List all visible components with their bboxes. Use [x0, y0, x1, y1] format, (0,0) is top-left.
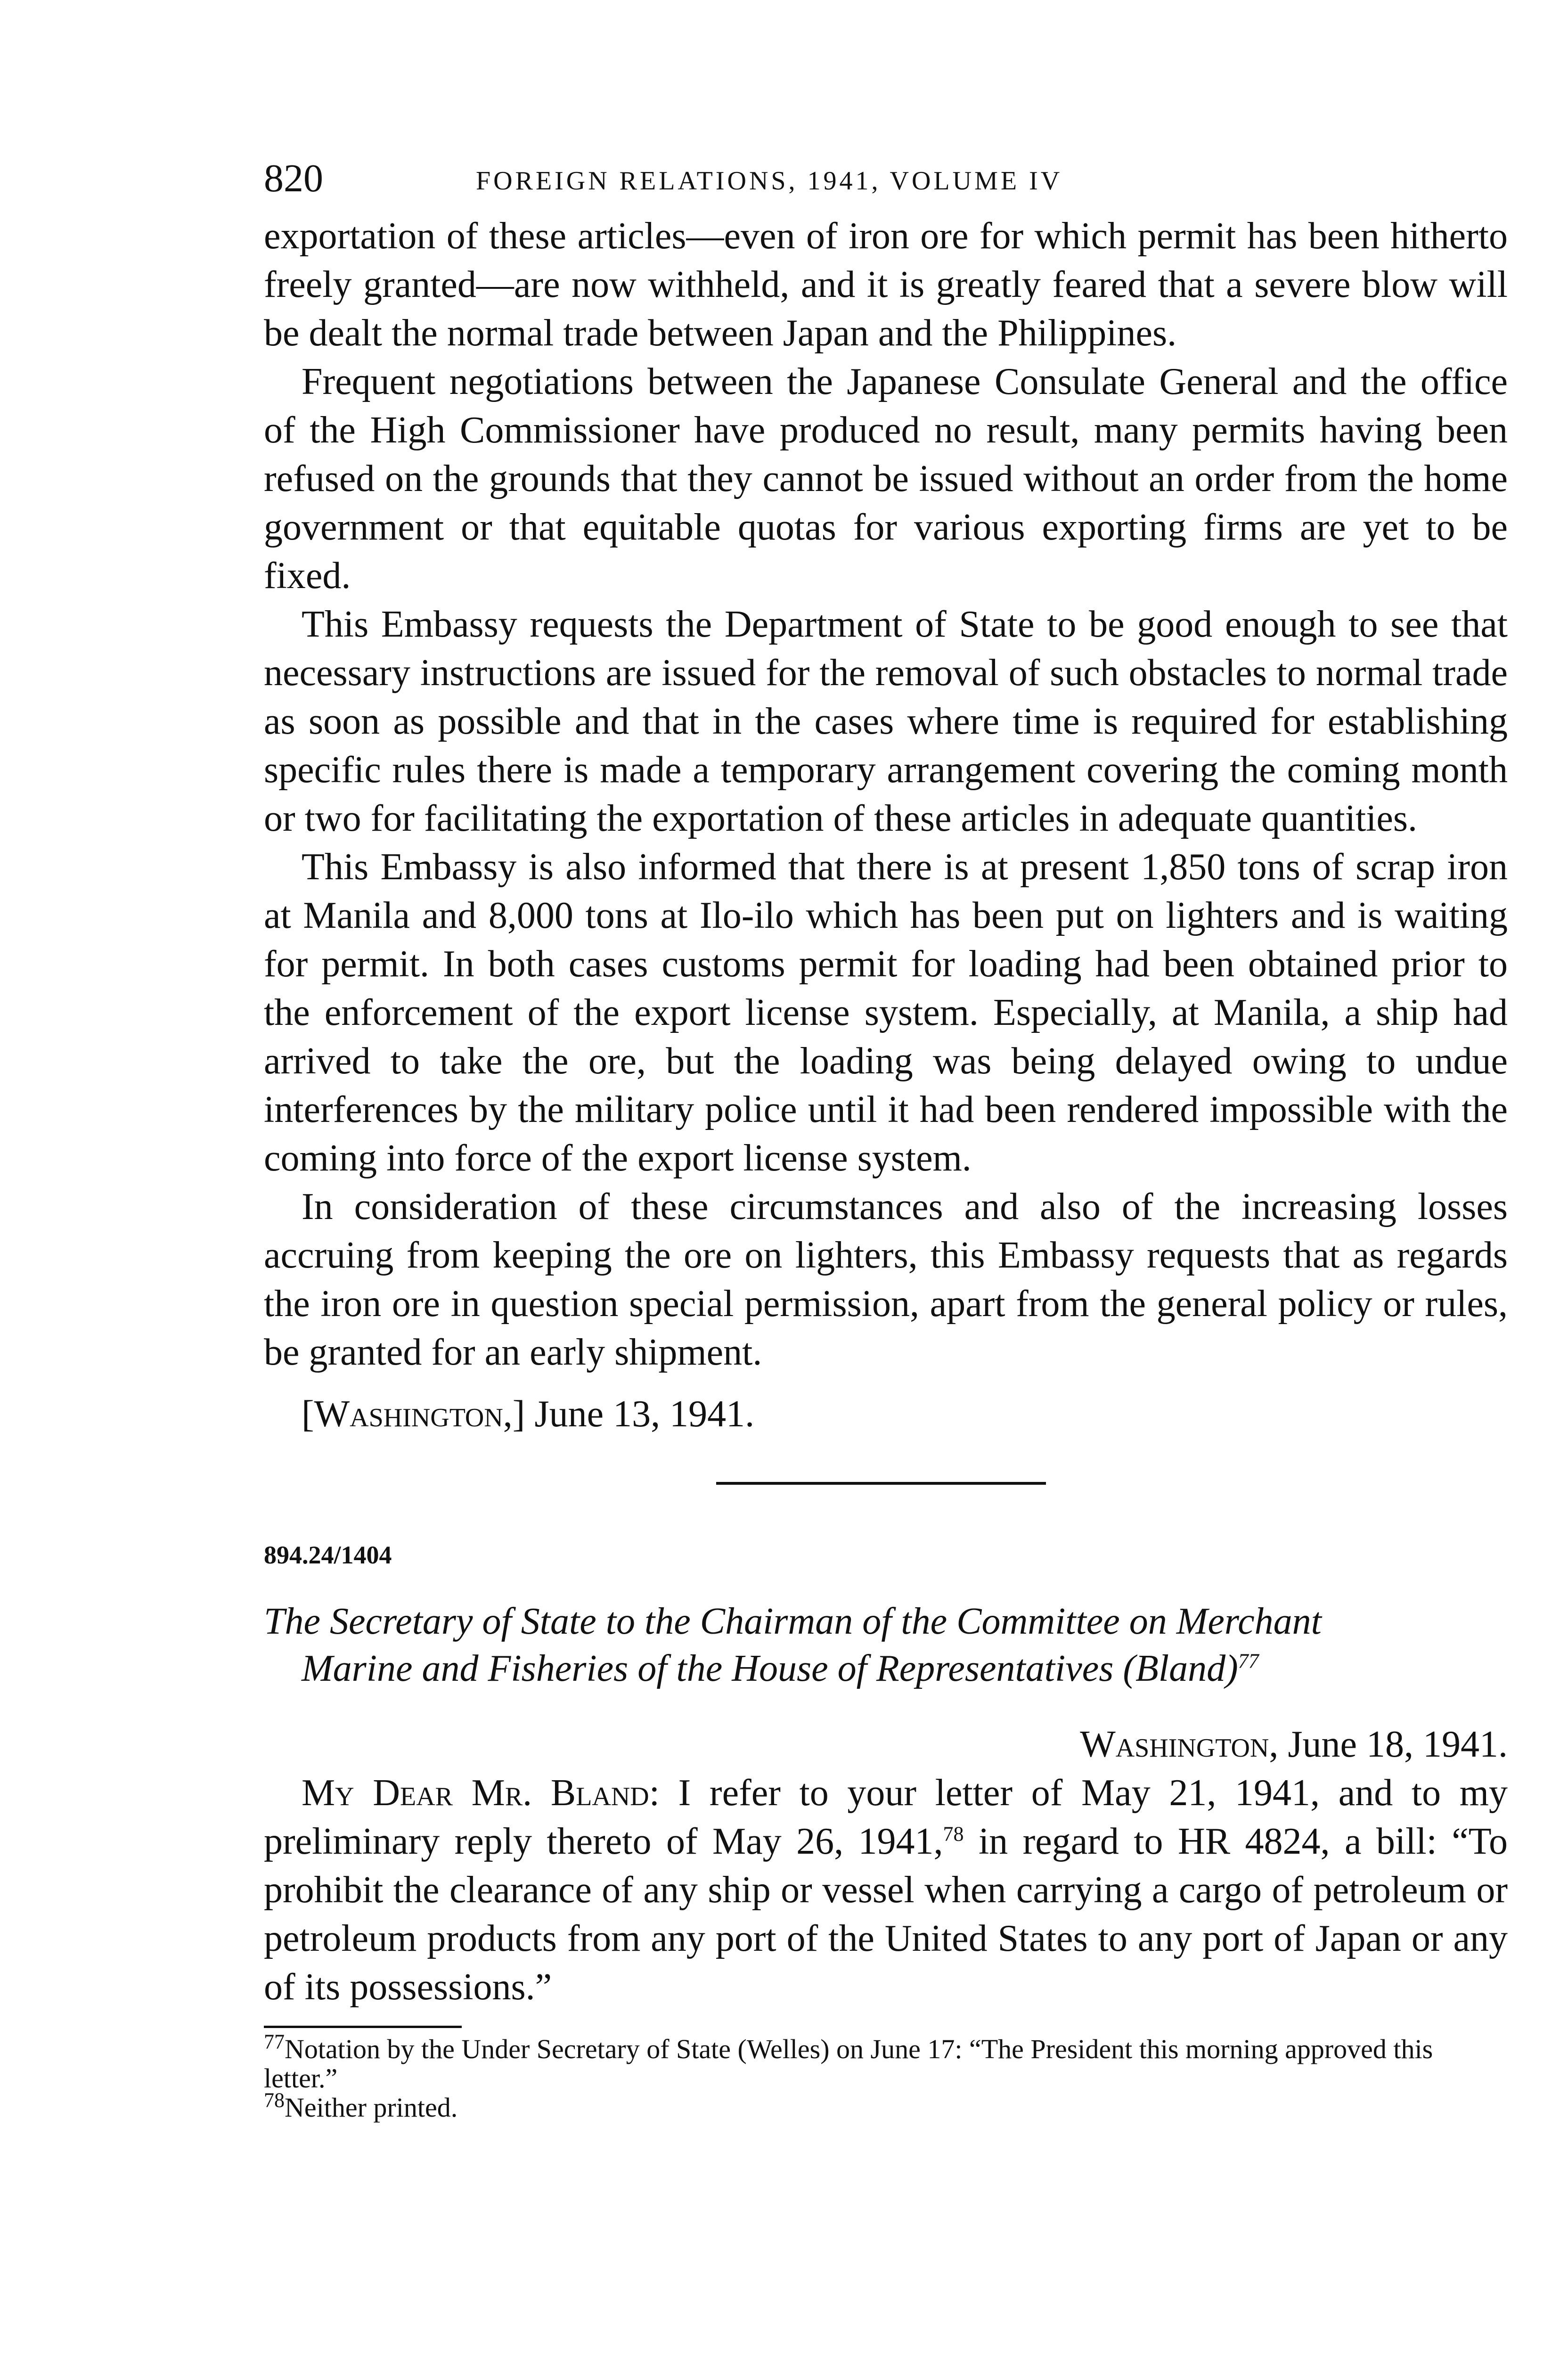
title-line-1: The Secretary of State to the Chairman of the Committee on Merchant — [264, 1601, 1322, 1642]
paragraph-5: In consideration of these circumstances and also of the increasing losses accruing from keeping the ore on lighters, this Embassy requests that as regards the iron ore in question special permission, apart from the general policy or rules, be granted for an early shipment. — [264, 1186, 1508, 1373]
footnote-mark: 78 — [264, 2088, 285, 2112]
footnote-text: Notation by the Under Secretary of State (Welles) on June 17: “The President this morning approved this letter.” — [264, 2034, 1433, 2094]
footnote-77 — [264, 2030, 1508, 2094]
letter-text-b: in regard to HR 4824, a bill: “To prohibit the clearance of any ship or vessel when carrying a cargo of petroleum or petroleum products from any port of the United States to any port of Japan or any of its possessions.” — [264, 1821, 1508, 2008]
footnote-rule — [264, 2026, 462, 2028]
title-line-2-wrap — [302, 1645, 1508, 1692]
dateline-date: June 18, 1941. — [1288, 1724, 1508, 1765]
letter-text-a: I refer to your letter of May 21, 1941, and to my preliminary reply thereto of May 26, 1941, — [264, 1772, 1508, 1862]
section-divider — [716, 1482, 1046, 1485]
dateline-date: June 13, 1941. — [534, 1393, 755, 1435]
dateline-washington-june-13 — [264, 1390, 1508, 1439]
dateline-place: [Washington,] — [302, 1393, 525, 1435]
file-number: 894.24/1404 — [264, 1541, 392, 1569]
paragraph-4: This Embassy is also informed that there is at present 1,850 tons of scrap iron at Manila and 8,000 tons at Ilo-ilo which has been put on lighters and is waiting for permit. In both cases customs permit for loading had been obtained prior to the enforcement of the export license system. Especially, at Manila, a ship had arrived to take the ore, but the loading was being delayed owing to undue interferences by the military police until it had been rendered impossible with the coming into force of the export license system. — [264, 846, 1508, 1179]
letter-paragraph — [264, 1769, 1508, 2012]
paragraph-1: exportation of these articles—even of iron ore for which permit has been hitherto freely granted—are now withheld, and it is greatly feared that a severe blow will be dealt the normal trade between Japan and the Philippines. — [264, 215, 1508, 354]
title-line-2: Marine and Fisheries of the House of Representatives (Bland) — [302, 1648, 1238, 1689]
paragraph-3: This Embassy requests the Department of State to be good enough to see that necessary instructions are issued for the removal of such obstacles to normal trade as soon as possible and that in the cases where time is required for establishing specific rules there is made a temporary arrangement covering the coming month or two for facilitating the exportation of these articles in adequate quantities. — [264, 604, 1508, 839]
footnote-78 — [264, 2088, 1508, 2123]
paragraph-2: Frequent negotiations between the Japanese Consulate General and the office of the High Commissioner have produced no result, many permits having been refused on the grounds that they cannot be issued without an order from the home government or that equitable quotas for various exporting firms are yet to be fixed. — [264, 361, 1508, 597]
document-title — [264, 1598, 1508, 1692]
page-number: 820 — [264, 156, 323, 200]
footnote-text: Neither printed. — [285, 2092, 458, 2123]
page-header — [264, 155, 1508, 212]
footnote-ref-78[interactable]: 78 — [943, 1822, 964, 1846]
dateline-washington-june-18 — [264, 1720, 1508, 1769]
footnote-ref-77[interactable]: 77 — [1238, 1649, 1259, 1673]
document-page — [264, 155, 1508, 2122]
salutation: My Dear Mr. Bland: — [302, 1772, 660, 1814]
footnotes — [264, 2030, 1508, 2123]
footnote-mark: 77 — [264, 2030, 285, 2053]
running-head: FOREIGN RELATIONS, 1941, VOLUME IV — [476, 166, 1063, 196]
dateline-place: Washington, — [1080, 1724, 1279, 1765]
